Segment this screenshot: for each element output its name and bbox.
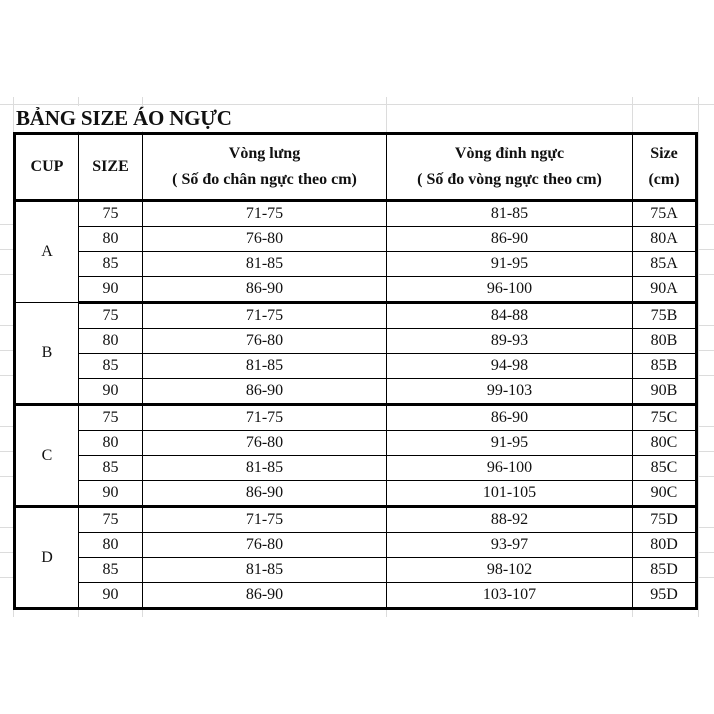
underbust-cell: 81-85 [143, 456, 387, 481]
header-bust-subtitle: ( Số đo vòng ngực theo cm) [417, 171, 602, 188]
result-size-cell: 85C [633, 456, 697, 481]
bust-cell: 86-90 [387, 227, 633, 252]
bust-cell: 94-98 [387, 354, 633, 379]
table-row [15, 252, 697, 277]
table-row [15, 431, 697, 456]
result-size-cell: 80D [633, 533, 697, 558]
bust-cell: 91-95 [387, 431, 633, 456]
result-size-cell: 85B [633, 354, 697, 379]
header-result-title: Size [650, 145, 678, 162]
table-row [15, 558, 697, 583]
size-cell: 85 [79, 456, 143, 481]
size-cell: 75 [79, 201, 143, 227]
table-row [15, 227, 697, 252]
underbust-cell: 86-90 [143, 481, 387, 507]
bust-cell: 96-100 [387, 277, 633, 303]
bust-cell: 81-85 [387, 201, 633, 227]
table-row [15, 303, 697, 329]
header-result-size [633, 134, 697, 201]
result-size-cell: 85A [633, 252, 697, 277]
result-size-cell: 75B [633, 303, 697, 329]
underbust-cell: 81-85 [143, 558, 387, 583]
underbust-cell: 76-80 [143, 227, 387, 252]
underbust-cell: 71-75 [143, 405, 387, 431]
size-cell: 75 [79, 507, 143, 533]
result-size-cell: 95D [633, 583, 697, 609]
result-size-cell: 80A [633, 227, 697, 252]
header-bust [387, 134, 633, 201]
bust-cell: 89-93 [387, 329, 633, 354]
underbust-cell: 81-85 [143, 252, 387, 277]
table-row [15, 379, 697, 405]
table-row [15, 201, 697, 227]
size-cell: 90 [79, 379, 143, 405]
bust-cell: 86-90 [387, 405, 633, 431]
size-cell: 85 [79, 354, 143, 379]
underbust-cell: 76-80 [143, 329, 387, 354]
bust-cell: 91-95 [387, 252, 633, 277]
result-size-cell: 90C [633, 481, 697, 507]
underbust-cell: 71-75 [143, 303, 387, 329]
size-cell: 90 [79, 481, 143, 507]
size-cell: 90 [79, 277, 143, 303]
cup-cell: B [15, 303, 79, 405]
bust-cell: 99-103 [387, 379, 633, 405]
size-cell: 90 [79, 583, 143, 609]
cup-cell: A [15, 201, 79, 303]
underbust-cell: 71-75 [143, 507, 387, 533]
bust-cell: 96-100 [387, 456, 633, 481]
underbust-cell: 76-80 [143, 533, 387, 558]
underbust-cell: 86-90 [143, 277, 387, 303]
table-row [15, 533, 697, 558]
bust-cell: 93-97 [387, 533, 633, 558]
table-row [15, 507, 697, 533]
underbust-cell: 81-85 [143, 354, 387, 379]
header-bust-title: Vòng đỉnh ngực [454, 145, 565, 162]
table-row [15, 354, 697, 379]
bust-cell: 98-102 [387, 558, 633, 583]
header-underbust [143, 134, 387, 201]
bust-cell: 103-107 [387, 583, 633, 609]
header-size: SIZE [79, 134, 143, 201]
size-cell: 80 [79, 227, 143, 252]
underbust-cell: 71-75 [143, 201, 387, 227]
bust-cell: 84-88 [387, 303, 633, 329]
size-cell: 85 [79, 252, 143, 277]
table-row [15, 277, 697, 303]
header-underbust-subtitle: ( Số đo chân ngực theo cm) [172, 171, 357, 188]
size-cell: 80 [79, 329, 143, 354]
result-size-cell: 90A [633, 277, 697, 303]
result-size-cell: 90B [633, 379, 697, 405]
gridline-row [0, 104, 714, 105]
size-cell: 75 [79, 303, 143, 329]
result-size-cell: 75C [633, 405, 697, 431]
underbust-cell: 86-90 [143, 583, 387, 609]
result-size-cell: 75D [633, 507, 697, 533]
bust-cell: 101-105 [387, 481, 633, 507]
result-size-cell: 80B [633, 329, 697, 354]
underbust-cell: 86-90 [143, 379, 387, 405]
bust-cell: 88-92 [387, 507, 633, 533]
header-underbust-title: Vòng lưng [228, 145, 301, 162]
size-cell: 85 [79, 558, 143, 583]
table-row [15, 481, 697, 507]
header-result-unit: (cm) [648, 171, 680, 188]
size-cell: 75 [79, 405, 143, 431]
header-row [15, 134, 697, 201]
gridline-col [698, 97, 699, 617]
table-row [15, 456, 697, 481]
table-row [15, 329, 697, 354]
table-row [15, 405, 697, 431]
cup-cell: D [15, 507, 79, 609]
page-title: BẢNG SIZE ÁO NGỰC [16, 106, 236, 131]
result-size-cell: 75A [633, 201, 697, 227]
result-size-cell: 85D [633, 558, 697, 583]
cup-cell: C [15, 405, 79, 507]
size-cell: 80 [79, 431, 143, 456]
size-cell: 80 [79, 533, 143, 558]
table-row [15, 583, 697, 609]
size-chart-table [13, 132, 698, 610]
underbust-cell: 76-80 [143, 431, 387, 456]
result-size-cell: 80C [633, 431, 697, 456]
header-cup: CUP [15, 134, 79, 201]
